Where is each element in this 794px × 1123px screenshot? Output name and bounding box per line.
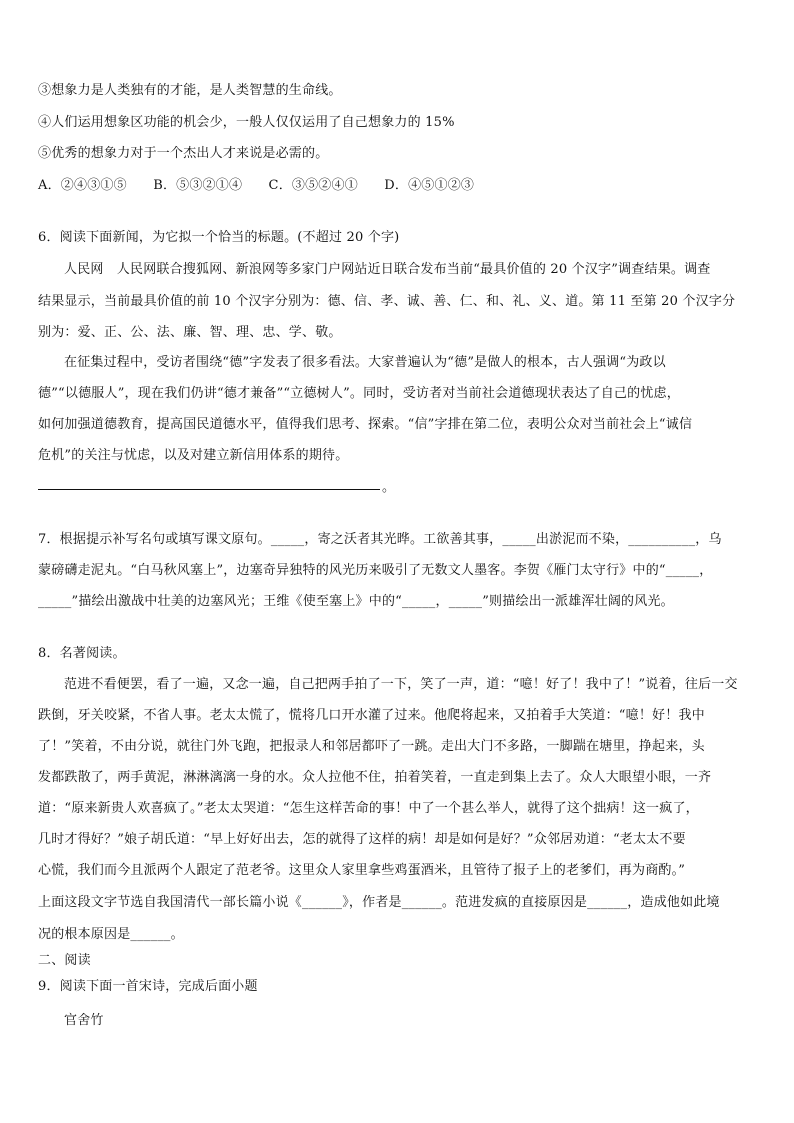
q6-answer-end: 。 [382,480,396,495]
q7-line: 蒙磅礴走泥丸。“白马秋风塞上”，边塞奇异独特的风光历来吸引了无数文人墨客。李贺《雁门太守行》中的“_____， [38,563,713,578]
q8-passage-line: 心慌，我们而今且派两个人跟定了范老爷。这里众人家里拿些鸡蛋酒米，且管待了报子上的老爹们，再为商酌。” [38,863,686,878]
q8-passage-line: 道：“原来新贵人欢喜疯了。”老太太哭道：“怎生这样苦命的事！中了一个甚么举人，就得了这个拙病！这一疯了， [38,801,699,816]
q6-news-line: 如何加强道德教育，提高国民道德水平，值得我们思考、探索。“信”字排在第二位，表明公众对当前社会上“诚信 [38,417,693,432]
q8-passage-line: 了！”笑着，不由分说，就往门外飞跑，把报录人和邻居都吓了一跳。走出大门不多路，一脚踹在塘里，挣起来，头 [38,739,705,754]
q6-news-line: 德”“以德服人”，现在我们仍讲“德才兼备”“立德树人”。同时，受访者对当前社会道德现状表达了自己的忧虑， [38,386,680,401]
q6-news-line: 人民网 人民网联合搜狐网、新浪网等多家门户网站近日联合发布当前“最具价值的 20 个汉字”调查结果。调查 [64,262,711,277]
q6-news-line: 在征集过程中，受访者围绕“德”字发表了很多看法。大家普遍认为“德”是做人的根本，古人强调“为政以 [64,355,666,370]
q8-passage-line: 跌倒，牙关咬紧，不省人事。老太太慌了，慌将几口开水灌了过来。他爬将起来，又拍着手大笑道：“噫！好！我中 [38,708,705,723]
q9-prompt: 9．阅读下面一首宋诗，完成后面小题 [38,979,258,994]
q7-line: 7．根据提示补写名句或填写课文原句。_____，寄之沃者其光晔。工欲善其事，_____出淤泥而不染，__________，乌 [38,532,722,547]
q5-options: A．②④③①⑤ B．⑤③②①④ C．③⑤②④① D．④⑤①②③ [38,178,475,193]
q8-passage-line: 几时才得好？”娘子胡氏道：“早上好好出去，怎的就得了这样的病！却是如何是好？”众邻居劝道：“老太太不要 [38,832,686,847]
q8-passage-line: 范进不看便罢，看了一遍，又念一遍，自己把两手拍了一下，笑了一声，道：“噫！好了！我中了！”说着，往后一交 [64,677,738,692]
q5-sentence-5: ⑤优秀的想象力对于一个杰出人才来说是必需的。 [38,146,329,161]
q5-sentence-4: ④人们运用想象区功能的机会少，一般人仅仅运用了自己想象力的 15% [38,115,455,130]
q6-news-line: 结果显示，当前最具价值的前 10 个汉字分别为：德、信、孝、诚、善、仁、和、礼、义、道。第 11 至第 20 个汉字分 [38,294,736,309]
poem-title: 官舍竹 [64,1013,104,1028]
q8-prompt: 8．名著阅读。 [38,646,126,661]
q5-sentence-3: ③想象力是人类独有的才能，是人类智慧的生命线。 [38,83,342,98]
q8-question-line: 况的根本原因是______。 [38,927,184,942]
q6-news-line: 别为：爱、正、公、法、廉、智、理、忠、学、敬。 [38,325,342,340]
q8-passage-line: 发都跌散了，两手黄泥，淋淋漓漓一身的水。众人拉他不住，拍着笑着，一直走到集上去了。众人大眼望小眼，一齐 [38,770,712,785]
section-heading: 二、阅读 [38,953,91,968]
q7-line: _____”描绘出激战中壮美的边塞风光；王维《使至塞上》中的“_____，_____”则描绘出一派雄浑壮阔的风光。 [38,594,674,609]
q6-news-line: 危机”的关注与忧虑，以及对建立新信用体系的期待。 [38,448,349,463]
q8-question-line: 上面这段文字节选自我国清代一部长篇小说《______》，作者是______。范进发疯的直接原因是______，造成他如此境 [38,895,720,910]
q6-answer-blank[interactable] [38,489,380,490]
q6-prompt: 6．阅读下面新闻，为它拟一个恰当的标题。(不超过 20 个字) [38,230,400,245]
